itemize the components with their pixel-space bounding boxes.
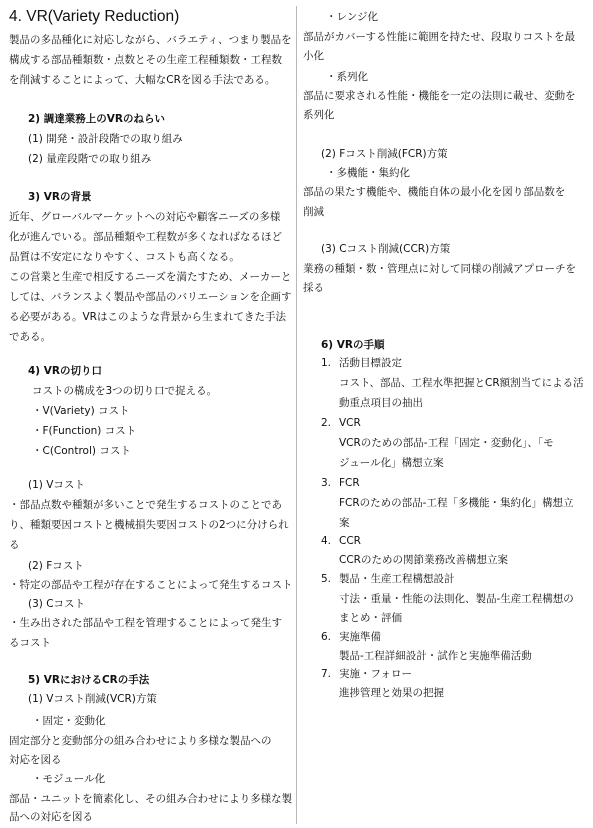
- f-cost-label: (2) Fコスト: [28, 560, 84, 572]
- ccr-line: 採る: [303, 282, 324, 294]
- fixed-variable-line: 固定部分と変動部分の組み合わせにより多様な製品への: [9, 735, 272, 747]
- step-line: CCRのための関節業務改善構想立案: [339, 554, 508, 566]
- step-line: VCRのための部品-工程「固定・変動化」、「モ: [339, 437, 554, 449]
- step-line: ジュール化」構想立案: [339, 457, 444, 469]
- s3-line: しては、バランスよく製品や部品のバリエーションを企画す: [9, 291, 292, 303]
- step-number: 2.: [321, 417, 332, 429]
- c-cost-line: ・生み出された部品や工程を管理することによって発生す: [9, 617, 282, 629]
- step-title: VCR: [339, 417, 361, 429]
- section-heading-4: 4) VRの切り口: [28, 365, 102, 377]
- vcr-label: (1) Vコスト削減(VCR)方策: [28, 693, 157, 705]
- s3-line: 品質は不安定になりやすく、コストも高くなる。: [9, 251, 240, 263]
- step-line: まとめ・評価: [339, 612, 402, 624]
- section-heading-2: 2) 調達業務上のVRのねらい: [28, 113, 165, 125]
- f-cost-line: ・特定の部品や工程が存在することによって発生するコスト: [9, 579, 293, 591]
- section-heading-5: 5) VRにおけるCRの手法: [28, 674, 150, 686]
- v-cost-label: (1) Vコスト: [28, 479, 85, 491]
- step-number: 6.: [321, 631, 332, 643]
- step-title: 実施準備: [339, 631, 381, 643]
- module-line: 品への対応を図る: [9, 811, 93, 823]
- module-label: ・モジュール化: [32, 773, 106, 785]
- step-title: 製品・生産工程構想設計: [339, 573, 455, 585]
- series-line: 部品に要求される性能・機能を一定の法則に載せ、変動を: [303, 90, 576, 102]
- v-cost-line: ・部品点数や種類が多いことで発生するコストのことであ: [9, 499, 282, 511]
- fixed-variable-label: ・固定・変動化: [32, 715, 106, 727]
- s3-line: 化が進んでいる。部品種類や工程数が多くなればなるほど: [9, 231, 282, 243]
- step-line: コスト、部品、工程水準把握とCR額割当てによる活: [339, 377, 584, 389]
- intro-line: 構成する部品種類数・点数とその生産工程種類数・工程数: [9, 54, 282, 66]
- step-line: 寸法・重量・性能の法則化、製品-生産工程構想の: [339, 593, 574, 605]
- s4-lead: コストの構成を3つの切り口で捉える。: [32, 385, 218, 397]
- step-title: CCR: [339, 535, 361, 547]
- intro-line: 製品の多品種化に対応しながら、バラエティ、つまり製品を: [9, 34, 292, 46]
- ccr-line: 業務の種類・数・管理点に対して同様の削減アプローチを: [303, 263, 576, 275]
- step-number: 5.: [321, 573, 332, 585]
- step-title: 実施・フォロー: [339, 668, 412, 680]
- range-line: 小化: [303, 50, 324, 62]
- page-title: 4. VR(Variety Reduction): [9, 8, 180, 25]
- step-number: 7.: [321, 668, 332, 680]
- s4-bullet: ・C(Control) コスト: [32, 445, 131, 457]
- step-line: 製品-工程詳細設計・試作と実施準備活動: [339, 650, 532, 662]
- step-line: 進捗管理と効果の把握: [339, 687, 444, 699]
- multi-function-line: 部品の果たす機能や、機能自体の最小化を図り部品数を: [303, 186, 566, 198]
- step-title: 活動目標設定: [339, 357, 402, 369]
- s3-line: る必要がある。VRはこのような背景から生まれてきた手法: [9, 311, 286, 323]
- step-line: 案: [339, 517, 350, 529]
- fixed-variable-line: 対応を図る: [9, 754, 62, 766]
- range-label: ・レンジ化: [326, 11, 378, 23]
- series-line: 系列化: [303, 109, 335, 121]
- s4-bullet: ・F(Function) コスト: [32, 425, 137, 437]
- c-cost-line: るコスト: [9, 637, 51, 649]
- fcr-label: (2) Fコスト削減(FCR)方策: [321, 148, 448, 160]
- step-line: FCRのための部品-工程「多機能・集約化」構想立: [339, 497, 574, 509]
- step-number: 4.: [321, 535, 332, 547]
- s2-item: (2) 量産段階での取り組み: [28, 153, 152, 165]
- ccr-label: (3) Cコスト削減(CCR)方策: [321, 243, 451, 255]
- s2-item: (1) 開発・設計段階での取り組み: [28, 133, 183, 145]
- multi-function-line: 削減: [303, 206, 324, 218]
- intro-line: を削減することによって、大幅なCRを図る手法である。: [9, 74, 276, 86]
- step-title: FCR: [339, 477, 360, 489]
- v-cost-line: る: [9, 539, 20, 551]
- s4-bullet: ・V(Variety) コスト: [32, 405, 130, 417]
- step-number: 3.: [321, 477, 332, 489]
- multi-function-label: ・多機能・集約化: [326, 167, 410, 179]
- column-divider: [296, 6, 297, 824]
- v-cost-line: り、種類要因コストと機械損失要因コストの2つに分けられ: [9, 519, 289, 531]
- range-line: 部品がカバーする性能に範囲を持たせ、段取りコストを最: [303, 31, 576, 43]
- s3-line: この営業と生産で相反するニーズを満たすため、メーカーと: [9, 271, 292, 283]
- s3-line: 近年、グローバルマーケットへの対応や顧客ニーズの多様: [9, 211, 281, 223]
- c-cost-label: (3) Cコスト: [28, 598, 86, 610]
- section-heading-3: 3) VRの背景: [28, 191, 92, 203]
- step-line: 動重点項目の抽出: [339, 397, 423, 409]
- s3-line: である。: [9, 331, 51, 343]
- section-heading-6: 6) VRの手順: [321, 339, 385, 351]
- series-label: ・系列化: [326, 71, 368, 83]
- step-number: 1.: [321, 357, 332, 369]
- module-line: 部品・ユニットを簡素化し、その組み合わせにより多様な製: [9, 793, 293, 805]
